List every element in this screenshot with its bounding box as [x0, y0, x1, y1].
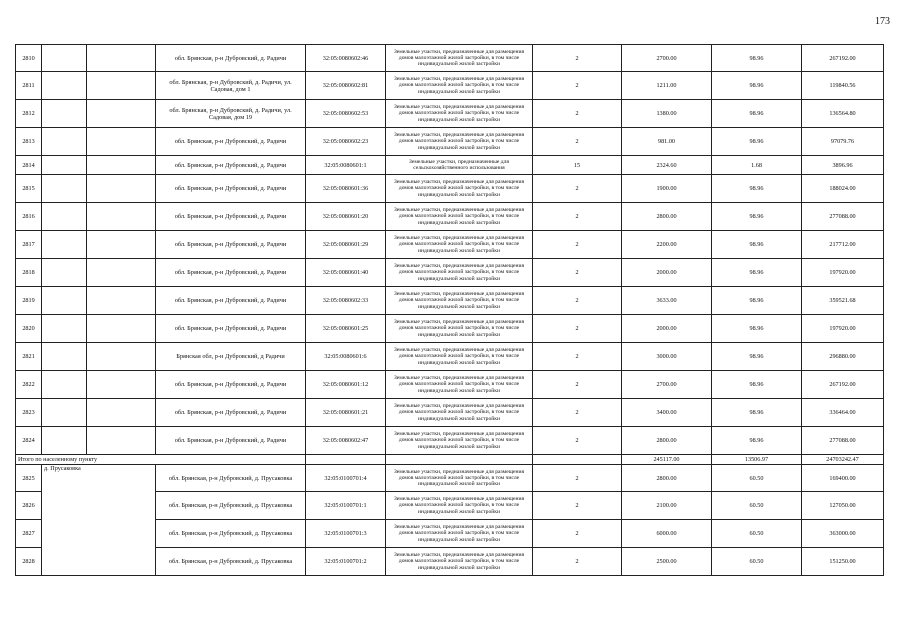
plot-count: 2 — [533, 287, 622, 315]
area: 981.00 — [622, 128, 712, 156]
plot-count: 2 — [533, 492, 622, 520]
area: 6000.00 — [622, 520, 712, 548]
page-number: 173 — [875, 16, 890, 27]
price: 98.96 — [712, 259, 802, 287]
blank-cell — [42, 259, 87, 287]
cadastral-number: 32:05:0080602:46 — [306, 45, 386, 72]
row-number: 2813 — [16, 128, 42, 156]
plot-count: 2 — [533, 203, 622, 231]
table-row — [16, 156, 884, 175]
land-use: Земельные участки, предназначенные для размещения домов малоэтажной жилой застройки, в том числе индивидуальной жилой застройки — [386, 45, 533, 72]
address: обл. Брянская, р-н Дубровский, д. Радичи — [156, 315, 306, 343]
land-use: Земельные участки, предназначенные для размещения домов малоэтажной жилой застройки, в том числе индивидуальной жилой застройки — [386, 492, 533, 520]
blank-cell — [42, 72, 87, 100]
land-use: Земельные участки, предназначенные для размещения домов малоэтажной жилой застройки, в том числе индивидуальной жилой застройки — [386, 520, 533, 548]
table-row — [16, 427, 884, 455]
area: 2324.60 — [622, 156, 712, 175]
total-label: Итого по населенному пункту — [16, 455, 306, 465]
address: обл. Брянская, р-н Дубровский, д. Прусаковка — [156, 520, 306, 548]
cadastral-value: 277088.00 — [802, 203, 884, 231]
table-row — [16, 175, 884, 203]
blank-cell — [42, 231, 87, 259]
cadastral-value: 277088.00 — [802, 427, 884, 455]
cadastral-value: 197920.00 — [802, 315, 884, 343]
price: 60.50 — [712, 492, 802, 520]
plot-count: 2 — [533, 371, 622, 399]
plot-count: 2 — [533, 128, 622, 156]
land-use: Земельные участки, предназначенные для размещения домов малоэтажной жилой застройки, в том числе индивидуальной жилой застройки — [386, 128, 533, 156]
row-number: 2819 — [16, 287, 42, 315]
price: 98.96 — [712, 399, 802, 427]
land-use: Земельные участки, предназначенные для сельскохозяйственного использования — [386, 156, 533, 175]
table-row — [16, 100, 884, 128]
cadastral-number: 32:05:0080602:53 — [306, 100, 386, 128]
area: 1900.00 — [622, 175, 712, 203]
plot-count: 2 — [533, 548, 622, 576]
area: 2100.00 — [622, 492, 712, 520]
row-number: 2827 — [16, 520, 42, 548]
land-use: Земельные участки, предназначенные для размещения домов малоэтажной жилой застройки, в том числе индивидуальной жилой застройки — [386, 465, 533, 492]
total-blank — [533, 455, 622, 465]
total-value: 24703242.47 — [802, 455, 884, 465]
cadastral-number: 32:05:0080601:20 — [306, 203, 386, 231]
price: 60.50 — [712, 465, 802, 492]
price: 98.96 — [712, 175, 802, 203]
cadastral-number: 32:05:0080601:6 — [306, 343, 386, 371]
row-number: 2826 — [16, 492, 42, 520]
plot-count: 2 — [533, 175, 622, 203]
area: 1211.00 — [622, 72, 712, 100]
blank-cell — [42, 287, 87, 315]
land-plots-table — [15, 44, 884, 576]
cadastral-number: 32:05:0080602:23 — [306, 128, 386, 156]
land-use: Земельные участки, предназначенные для размещения домов малоэтажной жилой застройки, в том числе индивидуальной жилой застройки — [386, 203, 533, 231]
blank-cell — [87, 100, 156, 128]
cadastral-number: 32:05:0080601:25 — [306, 315, 386, 343]
total-area: 245117.00 — [622, 455, 712, 465]
cadastral-value: 359521.68 — [802, 287, 884, 315]
address: обл. Брянская, р-н Дубровский, д. Радичи — [156, 259, 306, 287]
cadastral-value: 169400.00 — [802, 465, 884, 492]
cadastral-number: 32:05:0080601:36 — [306, 175, 386, 203]
cadastral-value: 336464.00 — [802, 399, 884, 427]
table-row — [16, 287, 884, 315]
land-use: Земельные участки, предназначенные для размещения домов малоэтажной жилой застройки, в том числе индивидуальной жилой застройки — [386, 399, 533, 427]
cadastral-value: 151250.00 — [802, 548, 884, 576]
address: обл. Брянская, р-н Дубровский, д. Радичи — [156, 203, 306, 231]
blank-cell — [42, 427, 87, 455]
total-blank — [306, 455, 386, 465]
plot-count: 2 — [533, 315, 622, 343]
price: 98.96 — [712, 45, 802, 72]
settlement-name: д. Прусаковка — [42, 465, 156, 576]
address: обл. Брянская, р-н Дубровский, д. Радичи — [156, 399, 306, 427]
blank-cell — [87, 175, 156, 203]
address: обл. Брянская, р-н Дубровский, д. Радичи — [156, 231, 306, 259]
blank-cell — [87, 72, 156, 100]
price: 98.96 — [712, 100, 802, 128]
blank-cell — [42, 175, 87, 203]
blank-cell — [87, 128, 156, 156]
area: 3633.00 — [622, 287, 712, 315]
price: 60.50 — [712, 548, 802, 576]
row-number: 2824 — [16, 427, 42, 455]
price: 98.96 — [712, 343, 802, 371]
cadastral-number: 32:05:0080602:47 — [306, 427, 386, 455]
area: 2000.00 — [622, 315, 712, 343]
area: 2500.00 — [622, 548, 712, 576]
plot-count: 15 — [533, 156, 622, 175]
cadastral-number: 32:05:0100701:4 — [306, 465, 386, 492]
area: 3400.00 — [622, 399, 712, 427]
land-use: Земельные участки, предназначенные для размещения домов малоэтажной жилой застройки, в том числе индивидуальной жилой застройки — [386, 315, 533, 343]
plot-count: 2 — [533, 72, 622, 100]
plot-count: 2 — [533, 231, 622, 259]
blank-cell — [87, 45, 156, 72]
row-number: 2811 — [16, 72, 42, 100]
address: обл. Брянская, р-н Дубровский, д. Радичи — [156, 287, 306, 315]
price: 98.96 — [712, 203, 802, 231]
table-row — [16, 72, 884, 100]
row-number: 2810 — [16, 45, 42, 72]
row-number: 2822 — [16, 371, 42, 399]
area: 2800.00 — [622, 465, 712, 492]
table-row — [16, 45, 884, 72]
blank-cell — [42, 100, 87, 128]
cadastral-number: 32:05:0100701:3 — [306, 520, 386, 548]
address: обл. Брянская, р-н Дубровский, д. Радичи, ул. Садовая, дом 1 — [156, 72, 306, 100]
address: обл. Брянская, р-н Дубровский, д. Радичи — [156, 128, 306, 156]
row-number: 2823 — [16, 399, 42, 427]
blank-cell — [87, 343, 156, 371]
address: обл. Брянская, р-н Дубровский, д. Радичи — [156, 371, 306, 399]
address: Брянская обл, р-н Дубровский, д Радичи — [156, 343, 306, 371]
cadastral-value: 296880.00 — [802, 343, 884, 371]
total-row — [16, 455, 884, 465]
plot-count: 2 — [533, 259, 622, 287]
row-number: 2817 — [16, 231, 42, 259]
row-number: 2816 — [16, 203, 42, 231]
plot-count: 2 — [533, 100, 622, 128]
cadastral-number: 32:05:0100701:1 — [306, 492, 386, 520]
cadastral-number: 32:05:0080601:1 — [306, 156, 386, 175]
cadastral-value: 136564.80 — [802, 100, 884, 128]
blank-cell — [87, 259, 156, 287]
area: 2200.00 — [622, 231, 712, 259]
land-use: Земельные участки, предназначенные для размещения домов малоэтажной жилой застройки, в том числе индивидуальной жилой застройки — [386, 427, 533, 455]
plot-count: 2 — [533, 427, 622, 455]
land-use: Земельные участки, предназначенные для размещения домов малоэтажной жилой застройки, в том числе индивидуальной жилой застройки — [386, 548, 533, 576]
price: 98.96 — [712, 315, 802, 343]
price: 98.96 — [712, 287, 802, 315]
cadastral-number: 32:05:0080602:81 — [306, 72, 386, 100]
cadastral-value: 119840.56 — [802, 72, 884, 100]
blank-cell — [42, 399, 87, 427]
land-use: Земельные участки, предназначенные для размещения домов малоэтажной жилой застройки, в том числе индивидуальной жилой застройки — [386, 72, 533, 100]
table-row — [16, 231, 884, 259]
table-row — [16, 315, 884, 343]
table-row — [16, 203, 884, 231]
price: 1.68 — [712, 156, 802, 175]
land-use: Земельные участки, предназначенные для размещения домов малоэтажной жилой застройки, в том числе индивидуальной жилой застройки — [386, 175, 533, 203]
area: 2700.00 — [622, 45, 712, 72]
blank-cell — [87, 315, 156, 343]
price: 98.96 — [712, 371, 802, 399]
price: 98.96 — [712, 128, 802, 156]
land-use: Земельные участки, предназначенные для размещения домов малоэтажной жилой застройки, в том числе индивидуальной жилой застройки — [386, 259, 533, 287]
row-number: 2821 — [16, 343, 42, 371]
price: 98.96 — [712, 231, 802, 259]
total-price: 13506.97 — [712, 455, 802, 465]
land-use: Земельные участки, предназначенные для размещения домов малоэтажной жилой застройки, в том числе индивидуальной жилой застройки — [386, 100, 533, 128]
table-row — [16, 259, 884, 287]
row-number: 2812 — [16, 100, 42, 128]
address: обл. Брянская, р-н Дубровский, д. Прусаковка — [156, 492, 306, 520]
row-number: 2820 — [16, 315, 42, 343]
table-row — [16, 465, 884, 492]
table-row — [16, 343, 884, 371]
blank-cell — [42, 371, 87, 399]
blank-cell — [87, 156, 156, 175]
address: обл. Брянская, р-н Дубровский, д. Прусаковка — [156, 548, 306, 576]
blank-cell — [42, 343, 87, 371]
blank-cell — [87, 287, 156, 315]
cadastral-value: 217712.00 — [802, 231, 884, 259]
price: 60.50 — [712, 520, 802, 548]
area: 2700.00 — [622, 371, 712, 399]
blank-cell — [87, 427, 156, 455]
blank-cell — [42, 128, 87, 156]
price: 98.96 — [712, 427, 802, 455]
address: обл. Брянская, р-н Дубровский, д. Прусаковка — [156, 465, 306, 492]
cadastral-value: 3896.96 — [802, 156, 884, 175]
cadastral-number: 32:05:0100701:2 — [306, 548, 386, 576]
area: 2000.00 — [622, 259, 712, 287]
land-use: Земельные участки, предназначенные для размещения домов малоэтажной жилой застройки, в том числе индивидуальной жилой застройки — [386, 371, 533, 399]
table-row — [16, 399, 884, 427]
blank-cell — [42, 315, 87, 343]
area: 1380.00 — [622, 100, 712, 128]
plot-count: 2 — [533, 45, 622, 72]
cadastral-number: 32:05:0080601:21 — [306, 399, 386, 427]
total-blank — [386, 455, 533, 465]
plot-count: 2 — [533, 520, 622, 548]
area: 2800.00 — [622, 203, 712, 231]
cadastral-value: 363000.00 — [802, 520, 884, 548]
area: 2800.00 — [622, 427, 712, 455]
land-use: Земельные участки, предназначенные для размещения домов малоэтажной жилой застройки, в том числе индивидуальной жилой застройки — [386, 287, 533, 315]
row-number: 2818 — [16, 259, 42, 287]
address: обл. Брянская, р-н Дубровский, д. Радичи — [156, 427, 306, 455]
cadastral-number: 32:05:0080602:33 — [306, 287, 386, 315]
cadastral-value: 97079.76 — [802, 128, 884, 156]
blank-cell — [87, 399, 156, 427]
plot-count: 2 — [533, 343, 622, 371]
row-number: 2828 — [16, 548, 42, 576]
row-number: 2825 — [16, 465, 42, 492]
address: обл. Брянская, р-н Дубровский, д. Радичи — [156, 156, 306, 175]
cadastral-value: 127050.00 — [802, 492, 884, 520]
cadastral-number: 32:05:0080601:29 — [306, 231, 386, 259]
blank-cell — [87, 203, 156, 231]
plot-count: 2 — [533, 465, 622, 492]
cadastral-value: 267192.00 — [802, 45, 884, 72]
land-use: Земельные участки, предназначенные для размещения домов малоэтажной жилой застройки, в том числе индивидуальной жилой застройки — [386, 343, 533, 371]
blank-cell — [87, 231, 156, 259]
blank-cell — [42, 45, 87, 72]
cadastral-number: 32:05:0080601:40 — [306, 259, 386, 287]
price: 98.96 — [712, 72, 802, 100]
cadastral-value: 197920.00 — [802, 259, 884, 287]
row-number: 2814 — [16, 156, 42, 175]
table-row — [16, 371, 884, 399]
cadastral-value: 267192.00 — [802, 371, 884, 399]
row-number: 2815 — [16, 175, 42, 203]
address: обл. Брянская, р-н Дубровский, д. Радичи — [156, 45, 306, 72]
cadastral-number: 32:05:0080601:12 — [306, 371, 386, 399]
blank-cell — [42, 203, 87, 231]
cadastral-value: 188024.00 — [802, 175, 884, 203]
address: обл. Брянская, р-н Дубровский, д. Радичи — [156, 175, 306, 203]
table-row — [16, 128, 884, 156]
blank-cell — [42, 156, 87, 175]
plot-count: 2 — [533, 399, 622, 427]
blank-cell — [87, 371, 156, 399]
land-use: Земельные участки, предназначенные для размещения домов малоэтажной жилой застройки, в том числе индивидуальной жилой застройки — [386, 231, 533, 259]
address: обл. Брянская, р-н Дубровский, д. Радичи, ул. Садовая, дом 19 — [156, 100, 306, 128]
area: 3000.00 — [622, 343, 712, 371]
